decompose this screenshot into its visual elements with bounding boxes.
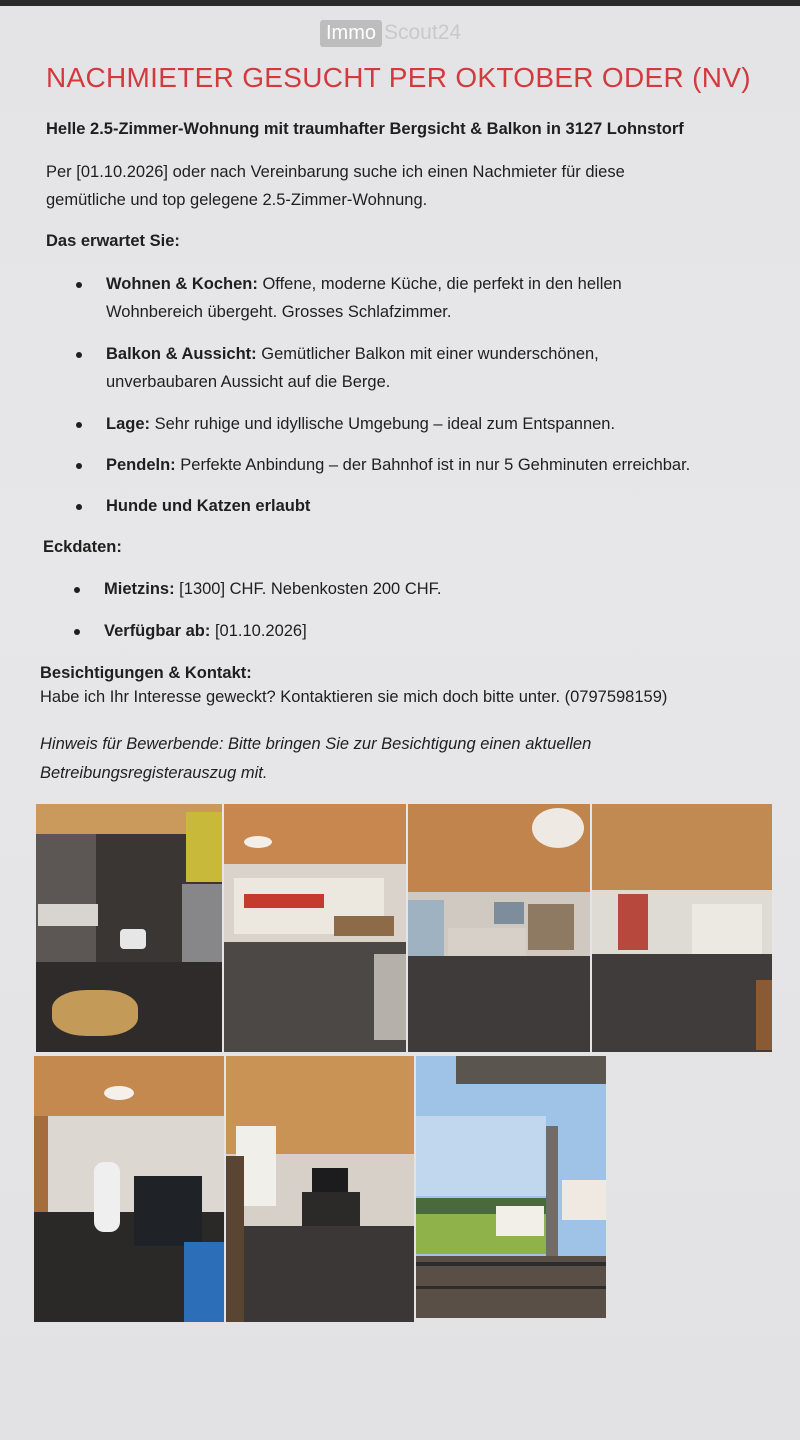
logo-part-immo: Immo bbox=[320, 20, 382, 47]
note-line-2: Betreibungsregisterauszug mit. bbox=[40, 764, 268, 782]
photo-entrance bbox=[592, 804, 772, 1052]
item-text: [1300] CHF. Nebenkosten 200 CHF. bbox=[174, 580, 442, 598]
facts-heading: Eckdaten: bbox=[43, 538, 122, 556]
immoscout-logo bbox=[320, 18, 461, 48]
logo-part-scout: Scout24 bbox=[384, 21, 462, 44]
expect-list bbox=[72, 270, 782, 520]
item-label: Lage: bbox=[106, 415, 151, 433]
item-label: Hunde und Katzen erlaubt bbox=[106, 497, 311, 515]
item-text: Perfekte Anbindung – der Bahnhof ist in nur 5 Gehminuten erreichbar. bbox=[175, 456, 691, 474]
contact-heading: Besichtigungen & Kontakt: bbox=[40, 664, 252, 682]
list-item bbox=[72, 410, 782, 438]
photo-bedroom bbox=[34, 1056, 224, 1322]
item-text-cont: unverbaubaren Aussicht auf die Berge. bbox=[106, 373, 391, 391]
photo-bathroom bbox=[36, 804, 222, 1052]
photo-living-room bbox=[408, 804, 590, 1052]
item-text: [01.10.2026] bbox=[210, 622, 307, 640]
photo-living-area bbox=[226, 1056, 414, 1322]
item-text: Offene, moderne Küche, die perfekt in den hellen bbox=[257, 275, 622, 293]
note-line-1: Hinweis für Bewerbende: Bitte bringen Sie zur Besichtigung einen aktuellen bbox=[40, 735, 592, 753]
intro-line-1: Per [01.10.2026] oder nach Vereinbarung suche ich einen Nachmieter für diese bbox=[46, 163, 625, 181]
item-label: Pendeln: bbox=[106, 456, 176, 474]
list-item bbox=[72, 451, 782, 479]
listing-subtitle: Helle 2.5-Zimmer-Wohnung mit traumhafter Bergsicht & Balkon in 3127 Lohnstorf bbox=[46, 120, 684, 138]
item-text: Gemütlicher Balkon mit einer wunderschönen, bbox=[256, 345, 599, 363]
item-label: Mietzins: bbox=[104, 580, 175, 598]
list-item bbox=[72, 270, 782, 326]
page-title: NACHMIETER GESUCHT PER OKTOBER ODER (NV) bbox=[46, 62, 751, 93]
photo-kitchen bbox=[224, 804, 406, 1052]
item-label: Verfügbar ab: bbox=[104, 622, 211, 640]
list-item bbox=[70, 575, 780, 603]
note-text bbox=[40, 730, 740, 788]
contact-text: Habe ich Ihr Interesse geweckt? Kontaktieren sie mich doch bitte unter. (0797598159) bbox=[40, 688, 668, 706]
photo-balcony-view bbox=[416, 1056, 606, 1318]
item-label: Balkon & Aussicht: bbox=[106, 345, 257, 363]
list-item bbox=[72, 492, 782, 520]
item-text: Sehr ruhige und idyllische Umgebung – ideal zum Entspannen. bbox=[150, 415, 616, 433]
item-text-cont: Wohnbereich übergeht. Grosses Schlafzimmer. bbox=[106, 303, 452, 321]
item-label: Wohnen & Kochen: bbox=[106, 275, 258, 293]
top-edge bbox=[0, 0, 800, 6]
list-item bbox=[70, 617, 780, 645]
facts-list bbox=[70, 575, 780, 645]
list-item bbox=[72, 340, 782, 396]
intro-text bbox=[46, 158, 746, 214]
expect-heading: Das erwartet Sie: bbox=[46, 232, 180, 250]
intro-line-2: gemütliche und top gelegene 2.5-Zimmer-Wohnung. bbox=[46, 191, 428, 209]
